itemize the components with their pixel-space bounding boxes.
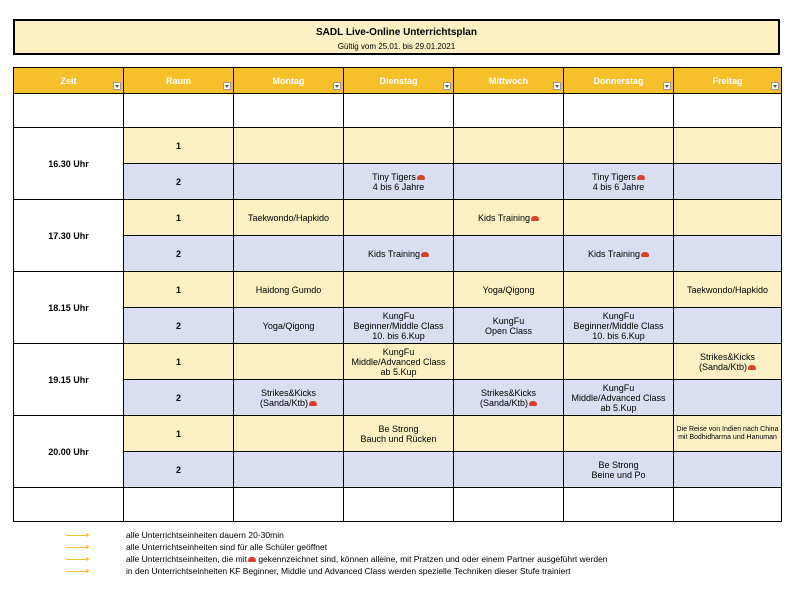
schedule-table <box>13 67 782 522</box>
col-header-dienstag: Dienstag <box>344 68 454 94</box>
class-cell: KungFu Beginner/Middle Class 10. bis 6.Kup <box>344 308 454 344</box>
schedule-title: SADL Live-Online Unterrichtsplan <box>316 27 477 38</box>
filter-dropdown-icon[interactable] <box>553 82 561 90</box>
class-cell: Haidong Gumdo <box>234 272 344 308</box>
table-row <box>14 452 782 488</box>
arrow-icon <box>66 571 88 572</box>
partner-marker-icon <box>529 401 537 406</box>
class-cell: Yoga/Qigong <box>234 308 344 344</box>
partner-marker-icon <box>531 216 539 221</box>
class-cell: Yoga/Qigong <box>454 272 564 308</box>
header-row <box>14 68 782 94</box>
title-box <box>13 19 780 55</box>
class-cell: Strikes&Kicks (Sanda/Ktb) <box>454 380 564 416</box>
partner-marker-icon <box>309 401 317 406</box>
room-cell: 1 <box>124 344 234 380</box>
class-cell: Kids Training <box>344 236 454 272</box>
filter-dropdown-icon[interactable] <box>333 82 341 90</box>
arrow-icon <box>66 535 88 536</box>
room-cell: 1 <box>124 200 234 236</box>
class-cell: Taekwondo/Hapkido <box>674 272 782 308</box>
table-row <box>14 308 782 344</box>
filter-dropdown-icon[interactable] <box>663 82 671 90</box>
class-cell: KungFu Middle/Advanced Class ab 5.Kup <box>344 344 454 380</box>
col-header-freitag: Freitag <box>674 68 782 94</box>
partner-marker-icon <box>641 252 649 257</box>
table-row <box>14 380 782 416</box>
time-cell: 20.00 Uhr <box>14 416 124 488</box>
time-cell: 16.30 Uhr <box>14 128 124 200</box>
class-cell: KungFu Beginner/Middle Class 10. bis 6.Kup <box>564 308 674 344</box>
partner-marker-icon <box>417 175 425 180</box>
table-row <box>14 416 782 452</box>
class-cell: Strikes&Kicks (Sanda/Ktb) <box>674 344 782 380</box>
class-cell: Be Strong Beine und Po <box>564 452 674 488</box>
table-row <box>14 236 782 272</box>
partner-marker-icon <box>248 557 256 562</box>
table-row <box>14 164 782 200</box>
room-cell: 1 <box>124 128 234 164</box>
class-cell: Tiny Tigers 4 bis 6 Jahre <box>344 164 454 200</box>
class-cell: Kids Training <box>564 236 674 272</box>
empty-row <box>14 94 782 128</box>
room-cell: 2 <box>124 164 234 200</box>
class-cell: Tiny Tigers 4 bis 6 Jahre <box>564 164 674 200</box>
class-cell: Taekwondo/Hapkido <box>234 200 344 236</box>
filter-dropdown-icon[interactable] <box>113 82 121 90</box>
class-cell: Strikes&Kicks (Sanda/Ktb) <box>234 380 344 416</box>
col-header-raum: Raum <box>124 68 234 94</box>
time-cell: 19.15 Uhr <box>14 344 124 416</box>
partner-marker-icon <box>421 252 429 257</box>
class-cell: Be Strong Bauch und Rücken <box>344 416 454 452</box>
class-cell: Die Reise von Indien nach China mit Bodhidharma und Hanuman <box>674 416 782 452</box>
class-cell: Kids Training <box>454 200 564 236</box>
schedule-validity: Gültig vom 25.01. bis 29.01.2021 <box>337 42 456 51</box>
table-row <box>14 344 782 380</box>
room-cell: 2 <box>124 308 234 344</box>
room-cell: 2 <box>124 380 234 416</box>
room-cell: 1 <box>124 272 234 308</box>
time-cell: 18.15 Uhr <box>14 272 124 344</box>
class-cell: KungFu Middle/Advanced Class ab 5.Kup <box>564 380 674 416</box>
filter-dropdown-icon[interactable] <box>443 82 451 90</box>
col-header-zeit: Zeit <box>14 68 124 94</box>
arrow-icon <box>66 547 88 548</box>
col-header-mittwoch: Mittwoch <box>454 68 564 94</box>
filter-dropdown-icon[interactable] <box>223 82 231 90</box>
room-cell: 2 <box>124 236 234 272</box>
partner-marker-icon <box>637 175 645 180</box>
arrow-icon <box>66 559 88 560</box>
table-row <box>14 128 782 164</box>
table-row <box>14 272 782 308</box>
class-cell: KungFu Open Class <box>454 308 564 344</box>
empty-row <box>14 488 782 522</box>
room-cell: 2 <box>124 452 234 488</box>
time-cell: 17.30 Uhr <box>14 200 124 272</box>
filter-dropdown-icon[interactable] <box>771 82 779 90</box>
col-header-donnerstag: Donnerstag <box>564 68 674 94</box>
room-cell: 1 <box>124 416 234 452</box>
table-row <box>14 200 782 236</box>
partner-marker-icon <box>748 365 756 370</box>
col-header-montag: Montag <box>234 68 344 94</box>
